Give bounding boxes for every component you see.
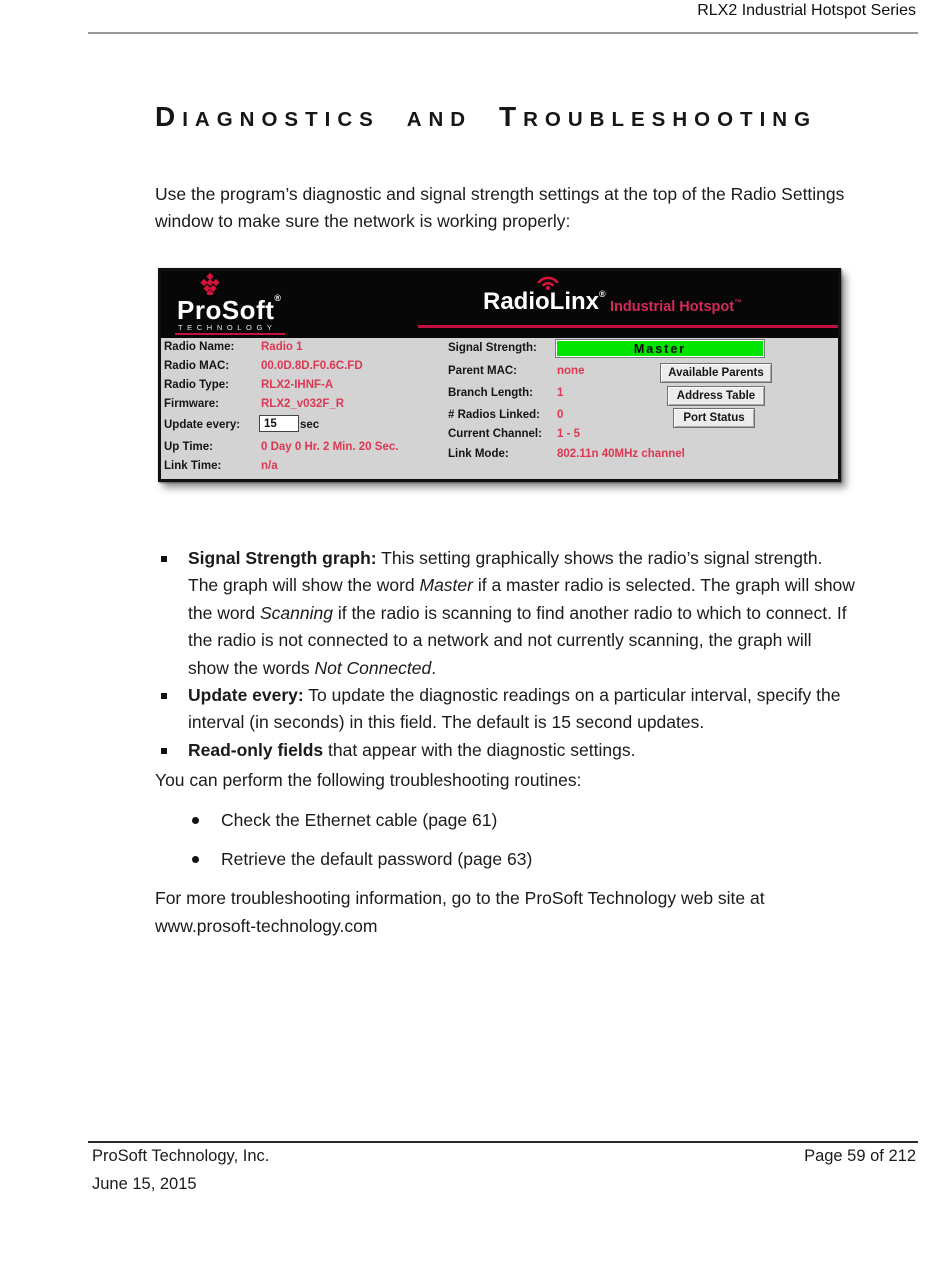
title-word: TROUBLESHOOTING xyxy=(499,101,818,132)
field-value: RLX2-IHNF-A xyxy=(261,379,334,391)
footer-company: ProSoft Technology, Inc. xyxy=(92,1147,270,1165)
field-label: Link Time: xyxy=(164,460,222,472)
header-rule xyxy=(88,32,918,34)
field-value: RLX2_v032F_R xyxy=(261,398,345,410)
port-status-button[interactable]: Port Status xyxy=(673,408,755,428)
available-parents-button[interactable]: Available Parents xyxy=(660,363,772,383)
routine-retrieve-password: Retrieve the default password (page 63) xyxy=(155,846,855,873)
address-table-button[interactable]: Address Table xyxy=(667,386,765,406)
bullet-signal-strength: Signal Strength graph: This setting graphically shows the radio’s signal strength. The graph will show the word Master if a master radio is selected. The graph will show the word Scanning if the radio is scanning to find another radio to which to connect. If the radio is not connected to a network and not currently scanning, the graph will show the words Not Connected. xyxy=(155,545,855,682)
radiolinx-logo: RadioLinx® xyxy=(483,288,606,315)
bullet-update-every: Update every: To update the diagnostic readings on a particular interval, specify the interval (in seconds) in this field. The default is 15 second updates. xyxy=(155,682,855,737)
field-label: Up Time: xyxy=(164,441,213,453)
intro-paragraph: Use the program’s diagnostic and signal strength settings at the top of the Radio Settings window to make sure the network is working properly: xyxy=(155,183,845,231)
field-label: # Radios Linked: xyxy=(448,409,541,421)
update-interval-input[interactable] xyxy=(259,415,299,432)
industrial-hotspot-label: Industrial Hotspot™ xyxy=(610,298,743,315)
field-label: Link Mode: xyxy=(448,448,509,460)
bullet-square-icon xyxy=(161,748,167,754)
routine-check-ethernet: Check the Ethernet cable (page 61) xyxy=(155,807,855,834)
routines-lead: You can perform the following troubleshooting routines: xyxy=(155,770,582,791)
page-title xyxy=(155,97,835,134)
bullet-dot-icon xyxy=(192,817,199,824)
bullet-dot-icon xyxy=(192,856,199,863)
radio-settings-screenshot xyxy=(158,268,841,482)
field-label: Radio MAC: xyxy=(164,360,230,372)
radiolinx-underline xyxy=(418,325,838,328)
bullet-square-icon xyxy=(161,693,167,699)
title-word: AND xyxy=(406,108,473,131)
field-value: n/a xyxy=(261,460,278,472)
title-word: DIAGNOSTICS xyxy=(155,101,380,132)
field-value: 00.0D.8D.F0.6C.FD xyxy=(261,360,363,372)
field-label: Radio Type: xyxy=(164,379,229,391)
bullet-read-only: Read-only fields that appear with the diagnostic settings. xyxy=(155,737,855,764)
field-value: 802.11n 40MHz channel xyxy=(557,448,685,460)
footer-date: June 15, 2015 xyxy=(92,1175,197,1193)
field-value: 0 Day 0 Hr. 2 Min. 20 Sec. xyxy=(261,441,399,453)
signal-strength-bar xyxy=(555,339,765,358)
field-value: 1 xyxy=(557,387,564,399)
signal-strength-value: Master xyxy=(633,341,687,356)
field-value: none xyxy=(557,365,585,377)
field-label: Current Channel: xyxy=(448,428,542,440)
signal-strength-fill xyxy=(557,341,763,356)
update-every-label: Update every: xyxy=(164,419,241,431)
running-header-title: RLX2 Industrial Hotspot Series xyxy=(697,2,916,19)
footer-page-number: Page 59 of 212 xyxy=(804,1147,916,1165)
field-label: Branch Length: xyxy=(448,387,533,399)
more-info-paragraph: For more troubleshooting information, go to the ProSoft Technology web site at www.prosoft-technology.com xyxy=(155,888,765,936)
update-unit-label: sec xyxy=(300,419,320,431)
field-value: 0 xyxy=(557,409,564,421)
prosoft-underline xyxy=(175,333,285,335)
field-label: Firmware: xyxy=(164,398,219,410)
field-label: Radio Name: xyxy=(164,341,235,353)
signal-strength-label: Signal Strength: xyxy=(448,342,537,354)
field-value: 1 - 5 xyxy=(557,428,581,440)
app-header-band xyxy=(161,271,838,338)
prosoft-logo: ProSoft® xyxy=(177,293,282,325)
prosoft-technology-label: TECHNOLOGY xyxy=(178,323,277,332)
bullet-square-icon xyxy=(161,556,167,562)
field-label: Parent MAC: xyxy=(448,365,518,377)
field-value: Radio 1 xyxy=(261,341,303,353)
body-content xyxy=(155,545,855,958)
footer-rule xyxy=(88,1141,918,1143)
